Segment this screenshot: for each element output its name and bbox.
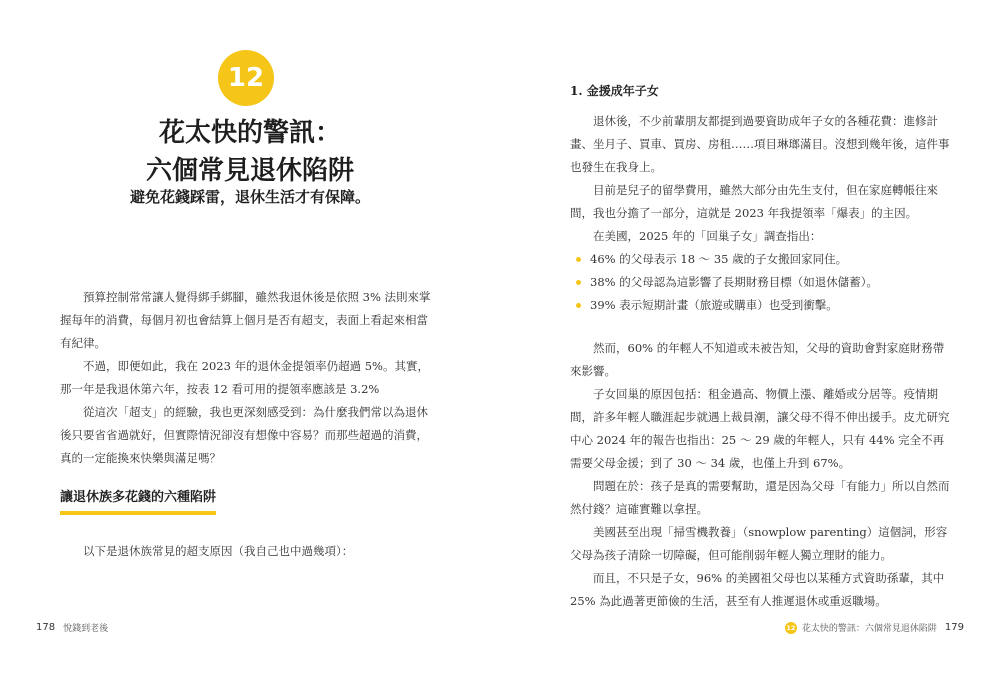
chapter-title — [0, 114, 500, 190]
section-heading: 讓退休族多花錢的六種陷阱 — [60, 486, 216, 515]
paragraph: 問題在於：孩子是真的需要幫助，還是因為父母「有能力」所以自然而然付錢？這確實難以拿捏。 — [570, 479, 950, 516]
paragraph: 不過，即便如此，我在 2023 年的退休金提領率仍超過 5%。其實，那一年是我退休第六年，按表 12 看可用的提領率應該是 3.2% — [60, 359, 429, 396]
list-item — [570, 271, 950, 294]
bullet-dot-icon — [576, 280, 581, 285]
list-item — [570, 248, 950, 271]
section-intro: 以下是退休族常見的超支原因（我自己也中過幾項）： — [83, 544, 354, 558]
page-number: 178 — [36, 622, 56, 633]
paragraph: 而且，不只是子女，96% 的美國祖父母也以某種方式資助孫輩，其中 25% 為此過著更節儉的生活，甚至有人推遲退休或重返職場。 — [570, 571, 945, 608]
chapter-number: 12 — [227, 63, 265, 93]
chapter-title-footer: 花太快的警訊：六個常見退休陷阱 — [801, 624, 937, 634]
left-body-text — [60, 286, 438, 470]
paragraph: 在美國，2025 年的「回巢子女」調查指出： — [593, 229, 822, 243]
right-body-text — [570, 110, 950, 613]
right-footer — [785, 621, 964, 634]
bullet-dot-icon — [576, 257, 581, 262]
list-item-text: 39% 表示短期計畫（旅遊或購車）也受到衝擊。 — [590, 298, 838, 312]
paragraph: 退休後，不少前輩朋友都提到過要資助成年子女的各種花費：進修計畫、坐月子、買車、買房、房租……項目琳瑯滿目。沒想到幾年後，這件事也發生在我身上。 — [570, 114, 950, 174]
left-footer — [36, 621, 108, 634]
right-page — [500, 0, 1000, 678]
list-item-text: 46% 的父母表示 18 ～ 35 歲的子女搬回家同住。 — [590, 252, 848, 266]
chapter-title-line-2: 六個常見退休陷阱 — [145, 156, 354, 186]
subsection-heading: 1. 金援成年子女 — [570, 84, 659, 98]
statistics-list — [570, 248, 950, 317]
paragraph: 預算控制常常讓人覺得綁手綁腳，雖然我退休後是依照 3% 法則來掌握每年的消費，每個月初也會結算上個月是否有超支，表面上看起來相當有紀律。 — [60, 290, 431, 350]
chapter-title-line-1: 花太快的警訊： — [158, 118, 341, 148]
chapter-subtitle: 避免花錢踩雷，退休生活才有保障。 — [129, 188, 370, 206]
book-title-footer: 悅錢到老後 — [63, 624, 109, 634]
page-number: 179 — [944, 622, 964, 633]
paragraph: 然而，60% 的年輕人不知道或未被告知，父母的資助會對家庭財務帶來影響。 — [570, 341, 945, 378]
list-item-text: 38% 的父母認為這影響了長期財務目標（如退休儲蓄）。 — [590, 275, 878, 289]
chapter-badge-icon: 12 — [786, 623, 796, 632]
list-item — [570, 294, 950, 317]
paragraph: 美國甚至出現「掃雪機教養」（snowplow parenting）這個詞，形容父母為孩子清除一切障礙，但可能削弱年輕人獨立理財的能力。 — [570, 525, 948, 562]
chapter-number-badge — [218, 50, 274, 106]
paragraph: 子女回巢的原因包括：租金過高、物價上漲、離婚或分居等。疫情期間，許多年輕人職涯起步就遇上裁員潮，讓父母不得不伸出援手。皮尤研究中心 2024 年的報告也指出：25 ～ 29 歲的年輕人，只有 44% 完全不再需要父母金援；到了 30 ～ 34 歲，也僅上升到 67%。 — [570, 387, 950, 470]
bullet-dot-icon — [576, 303, 581, 308]
paragraph: 目前是兒子的留學費用，雖然大部分由先生支付，但在家庭轉帳往來間，我也分擔了一部分，這就是 2023 年我提領率「爆表」的主因。 — [570, 183, 938, 220]
paragraph: 從這次「超支」的經驗，我也更深刻感受到：為什麼我們常以為退休後只要省省過就好，但實際情況卻沒有想像中容易？而那些超過的消費，真的一定能換來快樂與滿足嗎？ — [60, 405, 428, 465]
